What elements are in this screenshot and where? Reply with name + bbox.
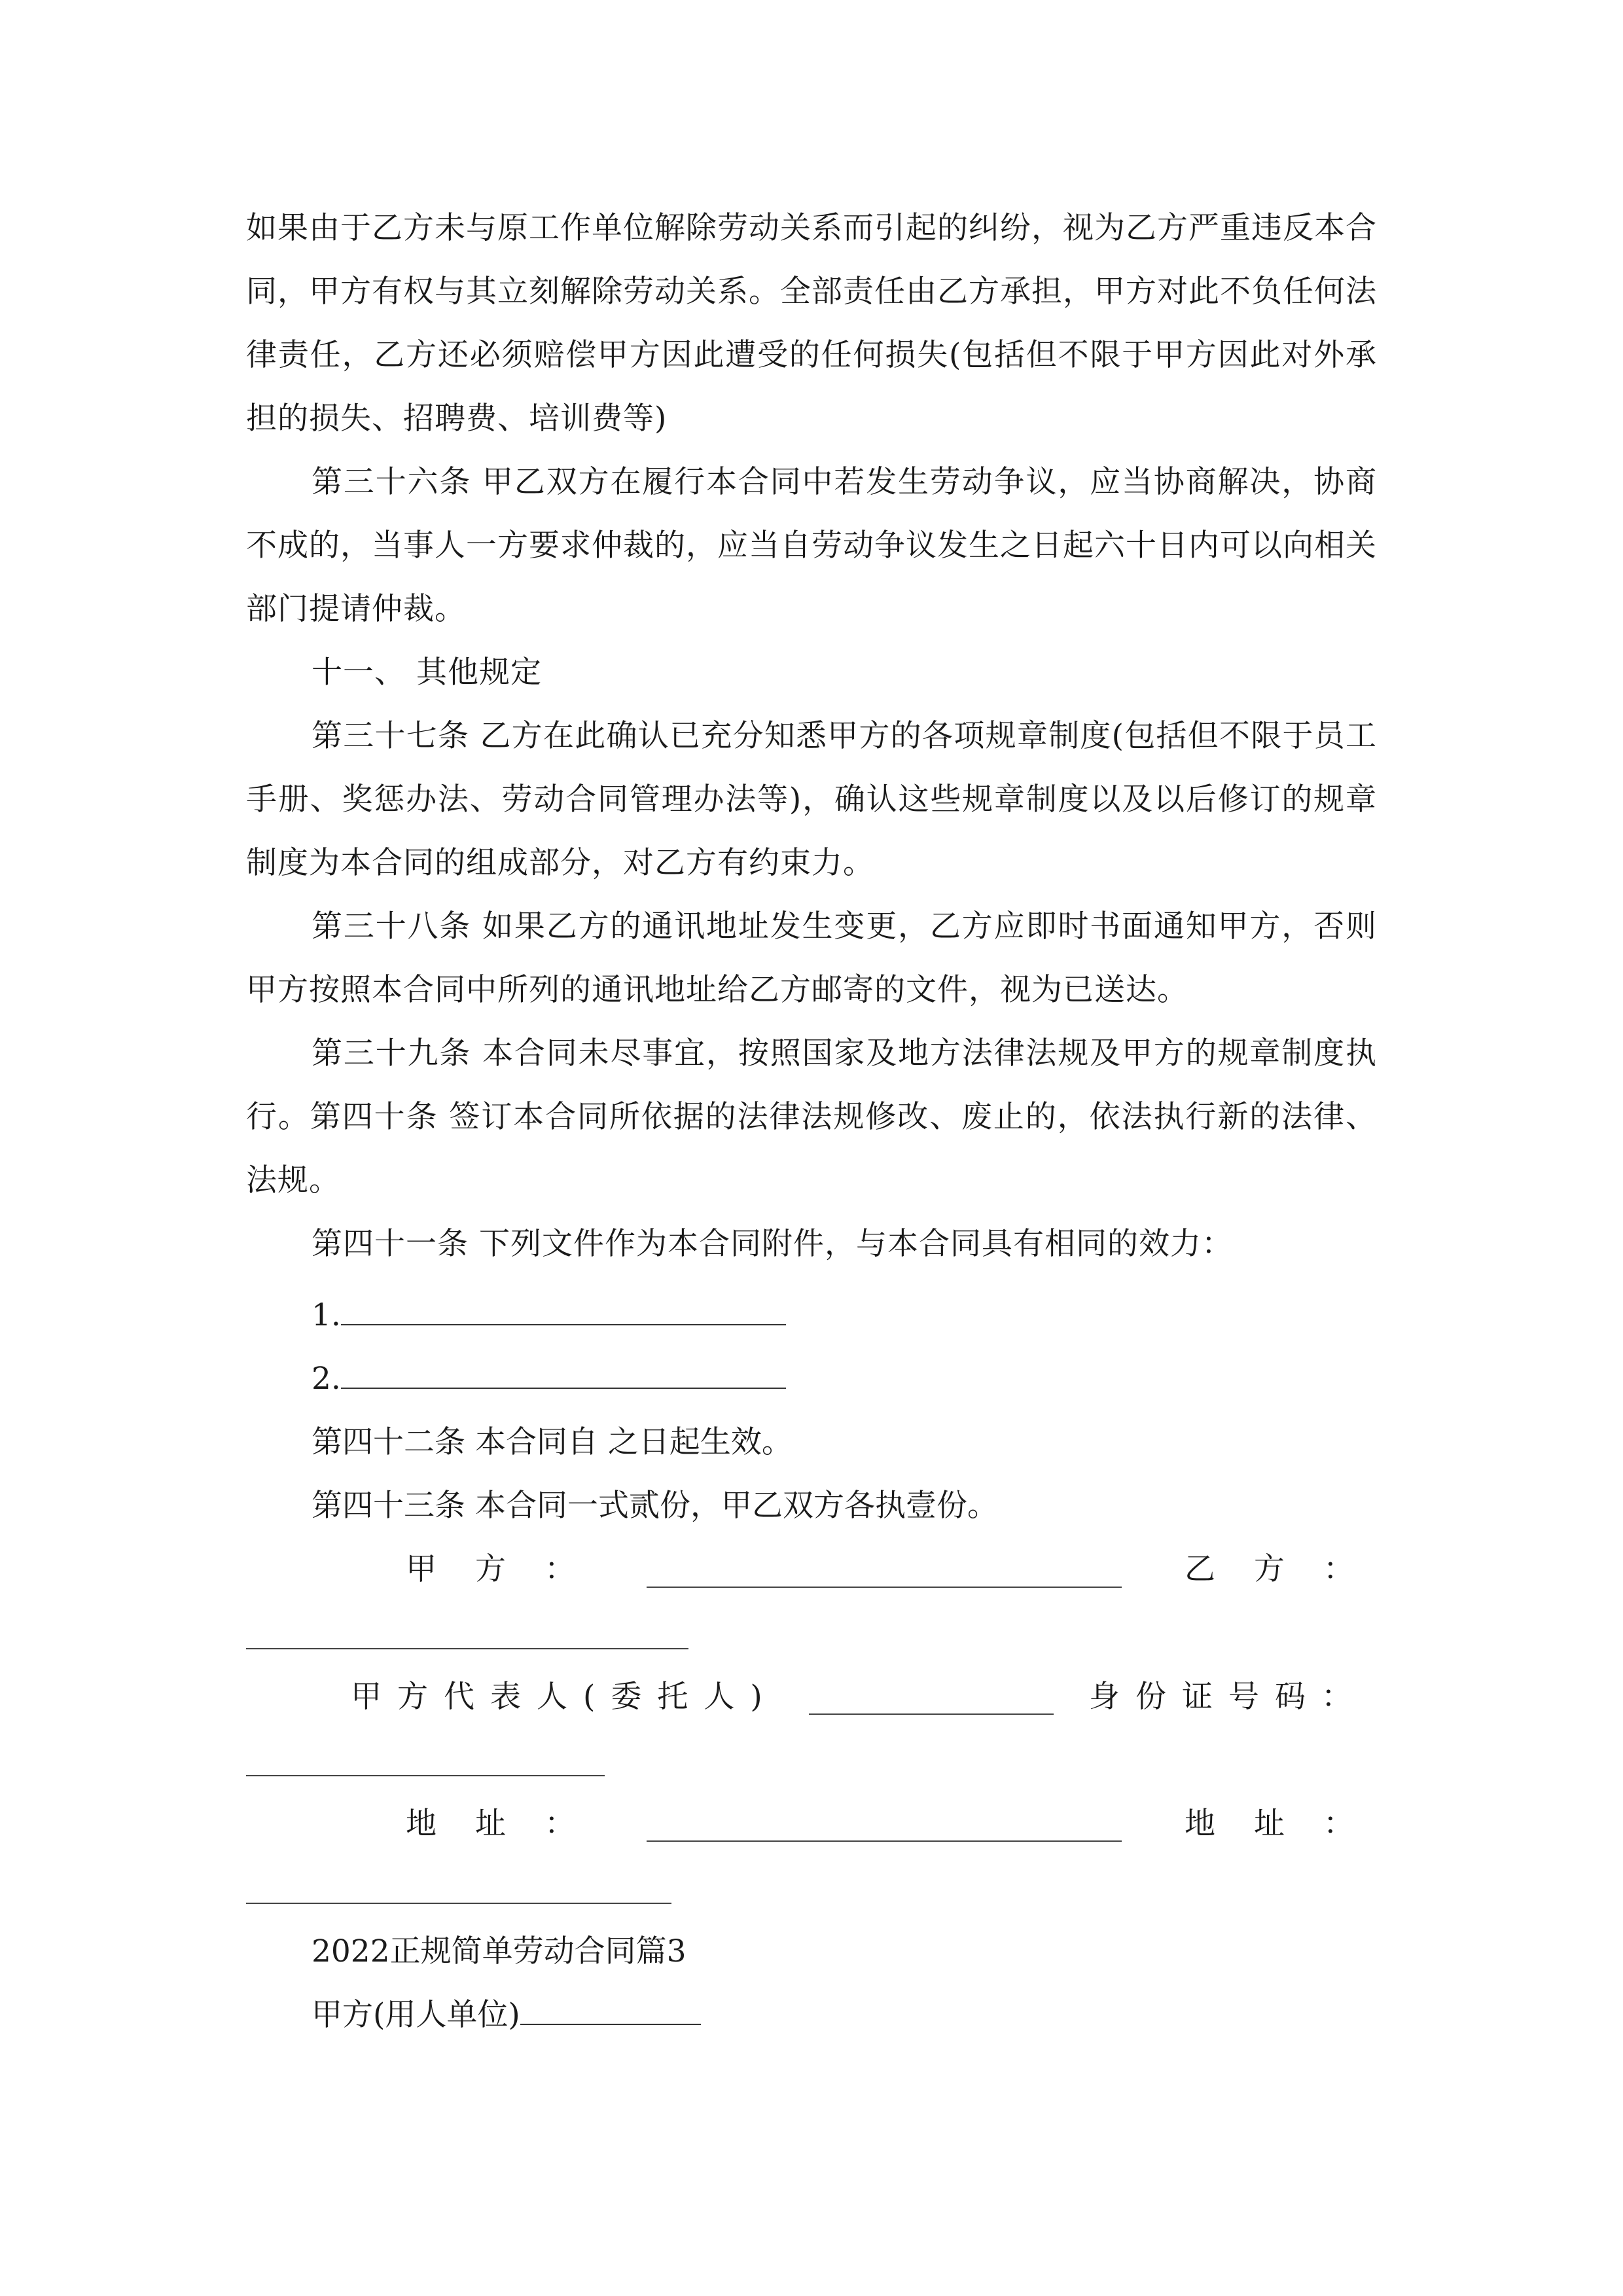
attachment-item-1-label: 1. [312,1297,341,1333]
attachment-item-2-blank [341,1387,786,1389]
attachment-item-1 [312,1296,786,1335]
paragraph-article-37: 第三十七条 乙方在此确认已充分知悉甲方的各项规章制度(包括但不限于员工手册、奖惩办法、劳动合同管理办法等)，确认这些规章制度以及以后修订的规章制度为本合同的组成部分，对乙方有约束力。 [246,718,1377,881]
employer-field [312,1996,701,2035]
article-42: 第四十二条 本合同自 之日起生效。 [312,1424,793,1460]
address-b-blank [246,1903,671,1904]
attachment-item-2-label: 2. [312,1361,341,1397]
paragraph-dispute-liability: 如果由于乙方未与原工作单位解除劳动关系而引起的纠纷，视为乙方严重违反本合同，甲方有权与其立刻解除劳动关系。全部责任由乙方承担，甲方对此不负任何法律责任，乙方还必须赔偿甲方因此遭受的任何损失(包括但不限于甲方因此对外承担的损失、招聘费、培训费等) [246,210,1377,437]
address-a-blank [647,1840,1122,1842]
address-b-label: 地 址 ： [1185,1806,1358,1842]
paragraph-article-39-40: 第三十九条 本合同未尽事宜，按照国家及地方法律法规及甲方的规章制度执行。第四十条 签订本合同所依据的法律法规修改、废止的，依法执行新的法律、法规。 [246,1035,1377,1198]
party-b-blank [246,1648,688,1649]
party-b-label: 乙 方 ： [1185,1551,1358,1587]
party-a-label: 甲 方 ： [406,1551,579,1587]
party-a-blank [647,1587,1122,1588]
employer-blank [520,2023,701,2025]
id-number-label: 身份证号码： [1089,1679,1368,1715]
paragraph-article-36: 第三十六条 甲乙双方在履行本合同中若发生劳动争议，应当协商解决，协商不成的，当事人一方要求仲裁的，应当自劳动争议发生之日起六十日内可以向相关部门提请仲裁。 [246,464,1377,627]
id-number-blank [246,1775,605,1776]
employer-label: 甲方(用人单位) [312,1997,520,2033]
article-43: 第四十三条 本合同一式贰份，甲乙双方各执壹份。 [312,1488,998,1524]
paragraph-article-38: 第三十八条 如果乙方的通讯地址发生变更，乙方应即时书面通知甲方，否则甲方按照本合同中所列的通讯地址给乙方邮寄的文件，视为已送达。 [246,908,1377,1008]
attachment-item-1-blank [341,1323,786,1325]
representative-blank [809,1713,1054,1715]
next-section-title: 2022正规简单劳动合同篇3 [312,1933,687,1969]
address-a-label: 地 址 ： [406,1806,579,1842]
attachment-item-2 [312,1359,786,1399]
paragraph-article-41: 第四十一条 下列文件作为本合同附件，与本合同具有相同的效力： [312,1226,1233,1262]
representative-label: 甲方代表人(委托人) [351,1679,778,1715]
section-heading-other-provisions: 十一、 其他规定 [312,655,542,691]
